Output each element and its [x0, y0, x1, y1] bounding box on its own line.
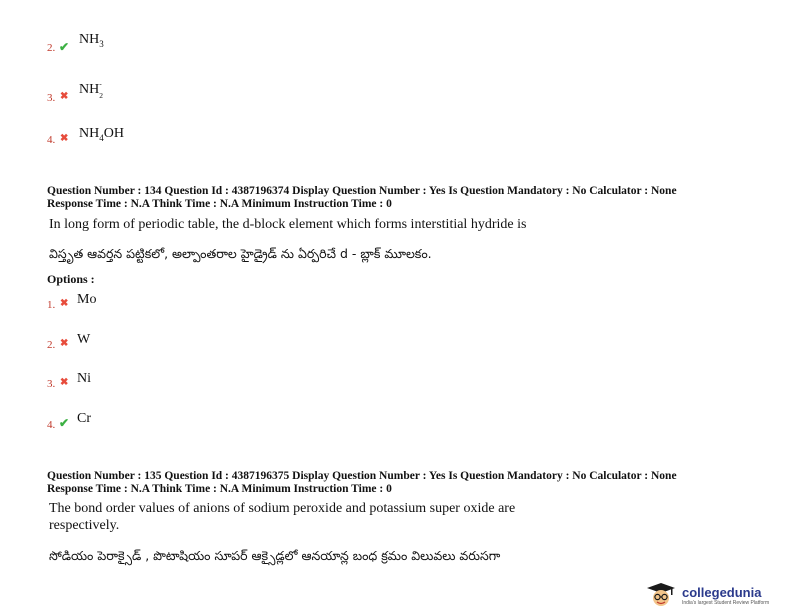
option-formula: $NH_3$ — [79, 32, 104, 49]
q134-option-2 — [47, 332, 167, 352]
wrong-cross-icon: ✖ — [60, 338, 69, 349]
question-134-text-en: In long form of periodic table, the d-block element which forms interstitial hydride is — [49, 217, 527, 232]
question-134-text-te: విస్తృత ఆవర్తన పట్టికలో, అల్పాంతరాల హైడ్రైడ్ ను ఏర్పరిచే d - బ్లాక్ మూలకం. — [49, 246, 432, 261]
correct-check-icon: ✔ — [59, 416, 70, 430]
question-135-meta — [47, 470, 677, 496]
option-number: 1. — [47, 299, 56, 311]
q134-option-1 — [47, 292, 167, 312]
option-number: 4. — [47, 419, 56, 431]
graduate-mascot-icon — [646, 582, 676, 608]
question-meta-line-1: Question Number : 134 Question Id : 4387196374 Display Question Number : Yes Is Question Mandatory : No Calculator : None — [47, 185, 677, 197]
question-text-line-1: The bond order values of anions of sodium peroxide and potassium super oxide are — [49, 501, 516, 516]
options-label: Options : — [47, 272, 95, 286]
q134-option-4 — [47, 411, 167, 431]
wrong-cross-icon: ✖ — [60, 91, 69, 102]
question-meta-line-2: Response Time : N.A Think Time : N.A Minimum Instruction Time : 0 — [47, 483, 392, 495]
option-number: 3. — [47, 92, 56, 104]
question-text-line-2: respectively. — [49, 518, 120, 533]
option-formula: NH - $_2$ — [79, 79, 103, 100]
logo-wordmark: collegedunia — [682, 584, 762, 600]
question-meta-line-2: Response Time : N.A Think Time : N.A Minimum Instruction Time : 0 — [47, 198, 392, 210]
q134-option-3 — [47, 371, 167, 391]
question-135-text-te: సోడియం పెరాక్సైడ్ , పొటాషియం సూపర్ ఆక్సైడ్లలో ఆనయాన్ల బంధ క్రమం విలువలు వరుసగా — [49, 548, 501, 563]
question-134-meta — [47, 185, 677, 211]
option-formula: $NH_4OH$ — [79, 126, 124, 143]
collegedunia-logo — [646, 582, 769, 608]
prev-option-2 — [47, 32, 167, 54]
prev-option-3 — [47, 79, 167, 104]
option-number: 3. — [47, 378, 56, 390]
option-text: Cr — [77, 411, 91, 426]
wrong-cross-icon: ✖ — [60, 298, 69, 309]
question-meta-line-1: Question Number : 135 Question Id : 4387196375 Display Question Number : Yes Is Question Mandatory : No Calculator : None — [47, 470, 677, 482]
option-number: 4. — [47, 134, 56, 146]
option-text: Mo — [77, 292, 97, 307]
option-text: Ni — [77, 371, 91, 386]
logo-tagline: India's largest Student Review Platform — [682, 599, 770, 606]
prev-option-4 — [47, 126, 187, 148]
option-number: 2. — [47, 339, 56, 351]
wrong-cross-icon: ✖ — [60, 133, 69, 144]
option-number: 2. — [47, 42, 56, 54]
correct-check-icon: ✔ — [59, 40, 70, 54]
wrong-cross-icon: ✖ — [60, 377, 69, 388]
option-text: W — [77, 332, 91, 347]
question-135-text-en — [49, 500, 609, 534]
